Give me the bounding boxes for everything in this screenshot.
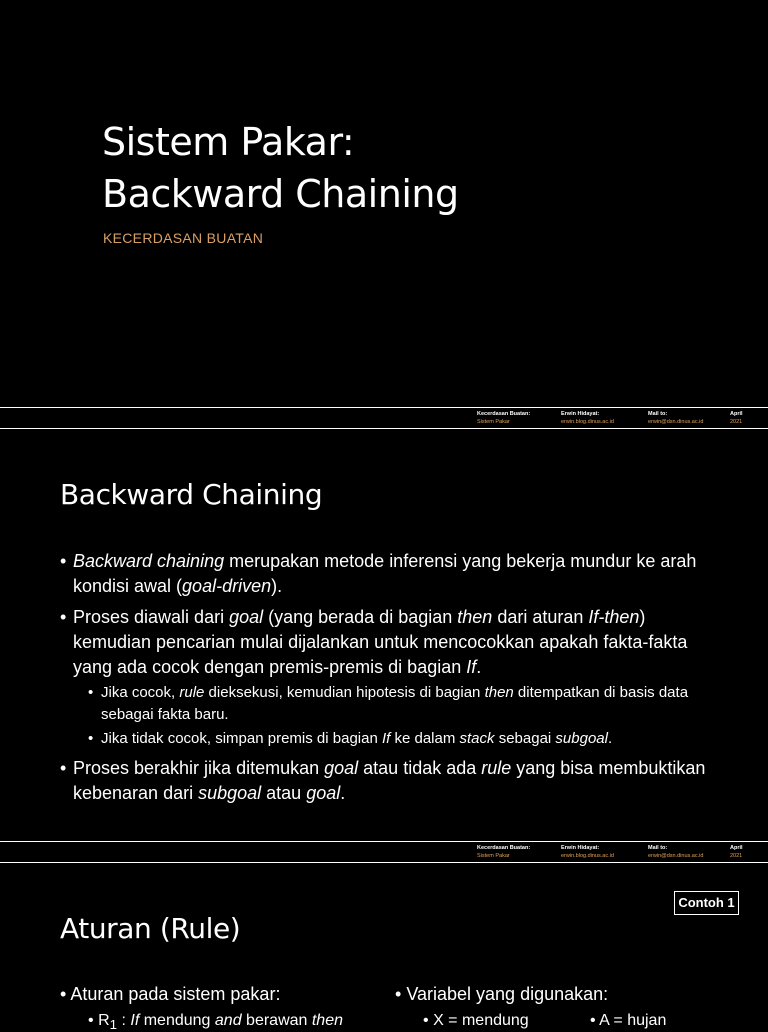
footer-author-label: Erwin Hidayat:: [561, 411, 600, 417]
bullet-dot: •: [88, 684, 94, 701]
bullet-dot: •: [60, 984, 67, 1004]
example-badge: Contoh 1: [674, 891, 739, 915]
bullet-text-run: dieksekusi, kemudian hipotesis di bagian: [204, 684, 485, 701]
bullet-text: Variabel yang digunakan:: [406, 984, 609, 1004]
bullet-em: If: [466, 657, 477, 677]
bullet-1: [60, 549, 720, 599]
footer-course-value: Sistem Pakar: [477, 419, 510, 425]
rule-text: mendung: [139, 1012, 215, 1029]
bullet-em: If: [381, 730, 391, 747]
rule-keyword: and: [214, 1012, 242, 1029]
rule-text: berawan: [241, 1012, 312, 1029]
bullet-text: [60, 549, 720, 599]
bullet-em: goal: [229, 607, 264, 627]
bullet-text-run: dari aturan: [492, 607, 589, 627]
footer-course: [477, 844, 530, 860]
bullet-text-run: ke dalam: [390, 730, 460, 747]
bullet-text-run: ) kemudian pencarian mulai dijalankan untuk mencocokkan apakah fakta-fakta yang ada cocok dengan premis-premis di bagian: [73, 607, 688, 677]
bullet-text-run: atau tidak ada: [358, 758, 482, 778]
bullet-dot: •: [423, 1012, 429, 1029]
bullet-text-run: (yang berada di bagian: [263, 607, 458, 627]
bullet-text: [88, 728, 718, 750]
footer-author-value: erwin.blog.dinus.ac.id: [561, 419, 614, 425]
bullet-em: then: [484, 684, 514, 701]
footer-course-value: Sistem Pakar: [477, 853, 510, 859]
bullet-text-run: Proses berakhir jika ditemukan: [73, 758, 325, 778]
bullet-3: [60, 756, 720, 806]
bullet-em: Backward chaining: [73, 551, 225, 571]
footer-course: [477, 410, 530, 426]
bullet-dot: •: [590, 1012, 596, 1029]
bullet-text-run: .: [476, 657, 482, 677]
slide-title-heading: [102, 116, 459, 220]
slide-heading: Backward Chaining: [60, 478, 323, 511]
footer-mail-value: erwin@dsn.dinus.ac.id: [648, 419, 704, 425]
variable-text: X = mendung: [433, 1012, 529, 1029]
footer-month: April: [730, 845, 743, 851]
bullet-text-run: Jika cocok,: [101, 684, 180, 701]
slide-heading: Aturan (Rule): [60, 912, 241, 945]
footer-author-label: Erwin Hidayat:: [561, 845, 600, 851]
footer-month: April: [730, 411, 743, 417]
bullet-text: [88, 682, 718, 726]
bullet-em: rule: [179, 684, 205, 701]
bullet-variables: [395, 984, 608, 1005]
footer-mail-label: Mail to:: [648, 845, 668, 851]
bullet-em: goal-driven: [182, 576, 272, 596]
footer-mail: [648, 844, 703, 860]
bullet-text-run: ditempatkan di basis data sebagai fakta baru.: [101, 684, 689, 723]
bullet-text-run: yang bisa membuktikan kebenaran dari: [73, 758, 706, 803]
sub-bullet-2: [88, 728, 718, 750]
footer-year: 2021: [730, 853, 743, 859]
title-line-1: Sistem Pakar:: [102, 120, 355, 164]
bullet-em: If-then: [588, 607, 640, 627]
title-line-2: Backward Chaining: [102, 172, 459, 216]
footer-date: [730, 844, 743, 860]
footer-course-label: Kecerdasan Buatan:: [477, 845, 531, 851]
bullet-dot: •: [395, 984, 402, 1004]
bullet-text-run: sebagai: [494, 730, 556, 747]
rule-keyword: If: [130, 1012, 140, 1029]
footer-mail-value: erwin@dsn.dinus.ac.id: [648, 853, 704, 859]
bullet-em: then: [457, 607, 493, 627]
rule-keyword: then: [311, 1012, 343, 1029]
bullet-text: Aturan pada sistem pakar:: [70, 984, 281, 1004]
footer-date: [730, 410, 743, 426]
bullet-text: [60, 605, 720, 680]
bullet-text-run: atau: [261, 783, 307, 803]
bullet-text-run: Proses diawali dari: [73, 607, 230, 627]
slide-footer: [0, 407, 768, 429]
bullet-em: subgoal: [555, 730, 608, 747]
bullet-text-run: ).: [271, 576, 283, 596]
footer-author: [561, 844, 614, 860]
variable-x: [423, 1012, 529, 1030]
bullet-em: subgoal: [198, 783, 262, 803]
footer-course-label: Kecerdasan Buatan:: [477, 411, 531, 417]
variable-text: A = hujan: [599, 1012, 667, 1029]
footer-mail: [648, 410, 703, 426]
variable-a: [590, 1012, 666, 1030]
bullet-text-run: merupakan metode inferensi yang bekerja mundur ke arah kondisi awal (: [73, 551, 697, 596]
rule-id: R: [98, 1012, 110, 1029]
slide-footer: [0, 841, 768, 863]
bullet-text-run: .: [340, 783, 346, 803]
bullet-text-run: .: [607, 730, 613, 747]
bullet-em: goal: [306, 783, 341, 803]
slide-title: [0, 0, 768, 432]
bullet-em: stack: [459, 730, 495, 747]
rule-r1: [88, 1012, 343, 1032]
bullet-dot: •: [88, 1012, 94, 1029]
rule-id-subscript: 1: [109, 1017, 118, 1032]
rule-sep: :: [117, 1012, 131, 1029]
footer-author-value: erwin.blog.dinus.ac.id: [561, 853, 614, 859]
sub-bullet-1: [88, 682, 718, 726]
footer-author: [561, 410, 614, 426]
footer-year: 2021: [730, 419, 743, 425]
bullet-dot: •: [88, 730, 94, 747]
bullet-dot: •: [60, 551, 67, 571]
footer-mail-label: Mail to:: [648, 411, 668, 417]
bullet-dot: •: [60, 607, 67, 627]
bullet-2: [60, 605, 720, 680]
slide-subtitle: KECERDASAN BUATAN: [103, 230, 264, 246]
bullet-rules: [60, 984, 280, 1005]
bullet-dot: •: [60, 758, 67, 778]
bullet-text: [60, 756, 720, 806]
bullet-em: rule: [481, 758, 512, 778]
bullet-text-run: Jika tidak cocok, simpan premis di bagian: [101, 730, 382, 747]
bullet-em: goal: [324, 758, 359, 778]
